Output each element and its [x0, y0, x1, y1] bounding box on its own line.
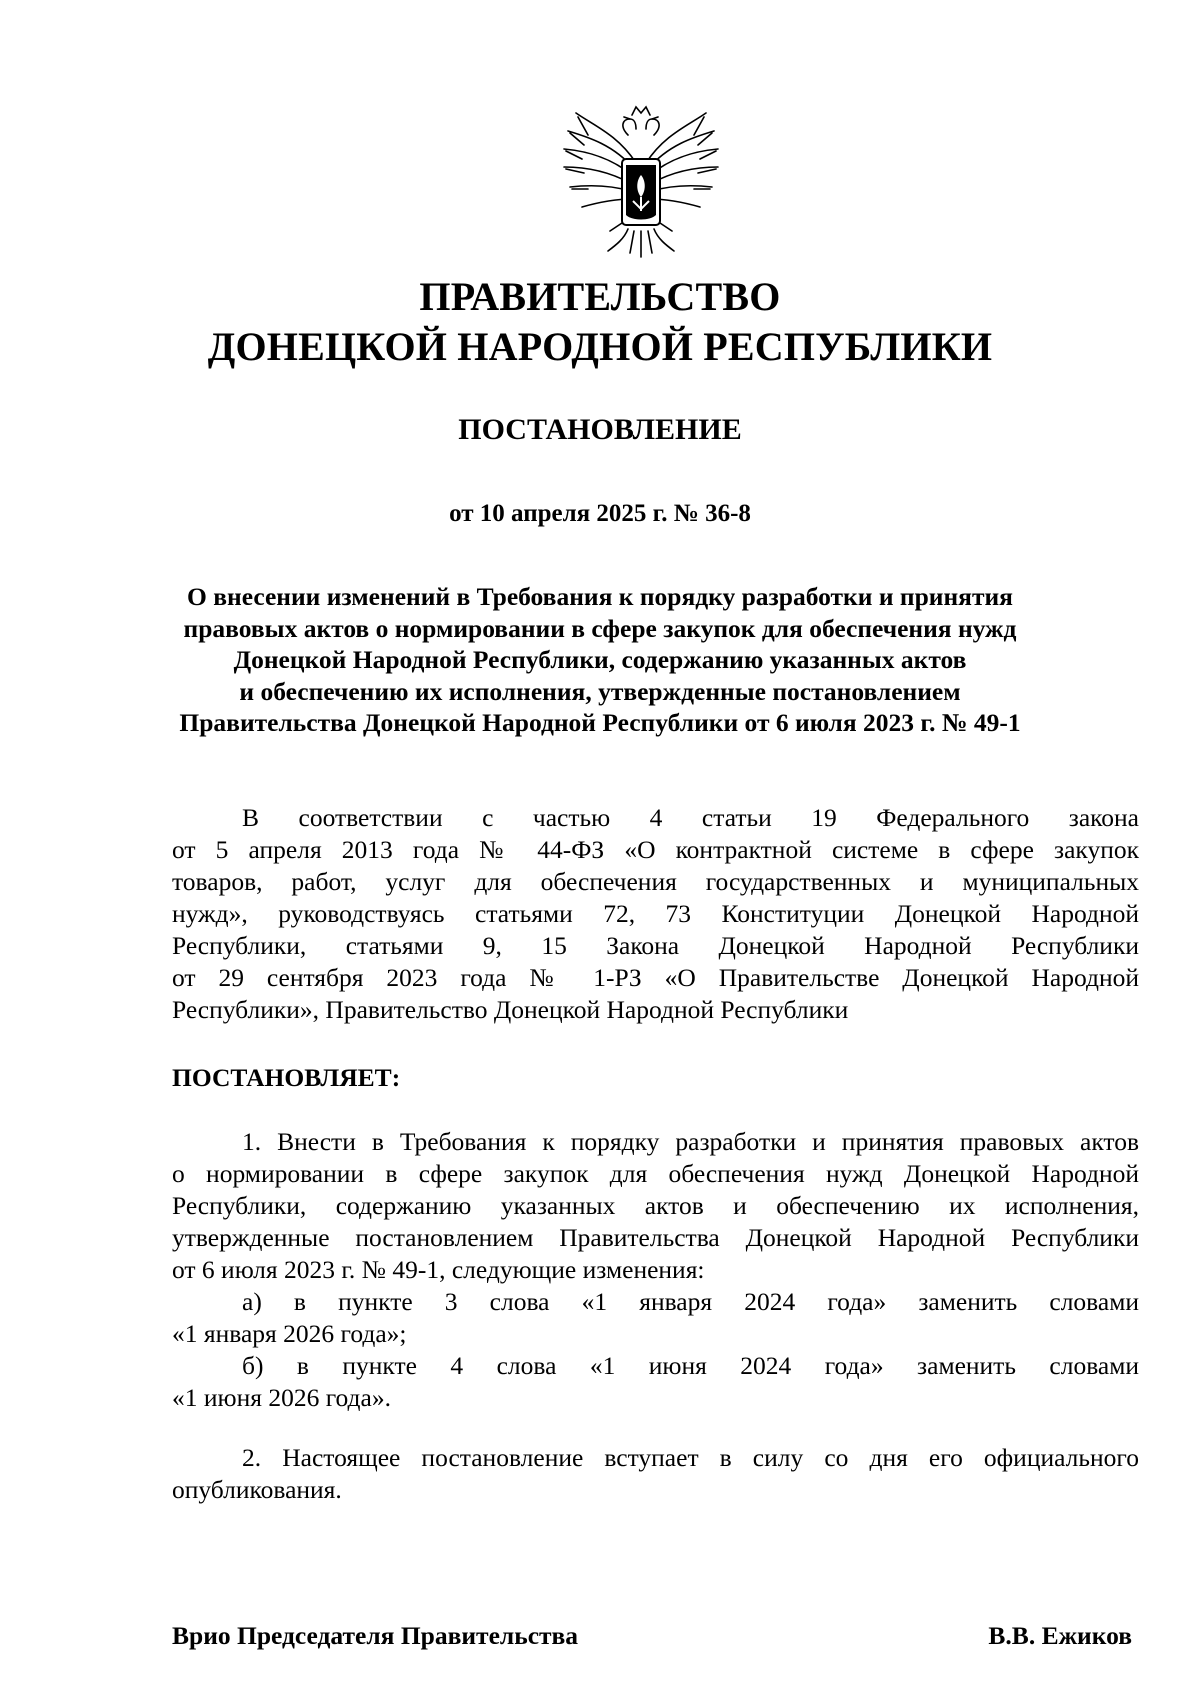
preamble-line: товаров, работ, услуг для обеспечения государственных и муниципальных: [172, 867, 1139, 896]
preamble-line: нужд», руководствуясь статьями 72, 73 Конституции Донецкой Народной: [172, 899, 1139, 928]
signatory-name: В.В. Ежиков: [988, 1621, 1132, 1650]
document-date-number: от 10 апреля 2025 г. № 36-8: [449, 500, 751, 527]
preamble-line: Республики, статьями 9, 15 Закона Донецкой Народной Республики: [172, 931, 1139, 960]
preamble-line: В соответствии с частью 4 статьи 19 Федерального закона: [242, 803, 1139, 832]
government-title-line2: ДОНЕЦКОЙ НАРОДНОЙ РЕСПУБЛИКИ: [207, 324, 993, 369]
subject-line: Правительства Донецкой Народной Республики от 6 июля 2023 г. № 49-1: [179, 708, 1021, 737]
document-type-heading: ПОСТАНОВЛЕНИЕ: [458, 413, 742, 446]
subitem-b-line: «1 июня 2026 года».: [172, 1383, 391, 1412]
subject-line: и обеспечению их исполнения, утвержденные постановлением: [239, 676, 961, 706]
subitem-a-line: а) в пункте 3 слова «1 января 2024 года» заменить словами: [242, 1287, 1139, 1316]
preamble-paragraph: [172, 802, 1139, 1026]
preamble-line: от 29 сентября 2023 года № 1-РЗ «О Правительстве Донецкой Народной: [172, 963, 1139, 992]
item-2-paragraph: [172, 1442, 1139, 1506]
subitem-b-line: б) в пункте 4 слова «1 июня 2024 года» заменить словами: [242, 1351, 1139, 1380]
subitem-a-line: «1 января 2026 года»;: [172, 1319, 407, 1348]
item-1-line: утвержденные постановлением Правительства Донецкой Народной Республики: [172, 1223, 1139, 1252]
preamble-line: Республики», Правительство Донецкой Народной Республики: [172, 995, 849, 1024]
subject-line: О внесении изменений в Требования к порядку разработки и принятия: [187, 582, 1013, 611]
coat-of-arms-emblem: [558, 105, 724, 263]
item-1-line: 1. Внести в Требования к порядку разработки и принятия правовых актов: [242, 1127, 1139, 1156]
item-1-line: о нормировании в сфере закупок для обеспечения нужд Донецкой Народной: [172, 1159, 1139, 1188]
item-2-line: 2. Настоящее постановление вступает в силу со дня его официального: [242, 1443, 1139, 1472]
government-title: [0, 272, 1200, 372]
signatory-position: Врио Председателя Правительства: [172, 1621, 579, 1650]
document-subject: [150, 581, 1050, 739]
preamble-line: от 5 апреля 2013 года № 44-ФЗ «О контрактной системе в сфере закупок: [172, 835, 1139, 864]
subject-line: Донецкой Народной Республики, содержанию указанных актов: [233, 645, 967, 674]
government-title-line1: ПРАВИТЕЛЬСТВО: [419, 274, 781, 319]
item-2-line: опубликования.: [172, 1475, 342, 1504]
item-1-paragraph: [172, 1126, 1139, 1414]
item-1-line: от 6 июля 2023 г. № 49-1, следующие изменения:: [172, 1255, 705, 1284]
subject-line: правовых актов о нормировании в сфере закупок для обеспечения нужд: [183, 613, 1017, 643]
resolves-heading: ПОСТАНОВЛЯЕТ:: [172, 1063, 401, 1092]
item-1-line: Республики, содержанию указанных актов и обеспечению их исполнения,: [172, 1191, 1139, 1220]
